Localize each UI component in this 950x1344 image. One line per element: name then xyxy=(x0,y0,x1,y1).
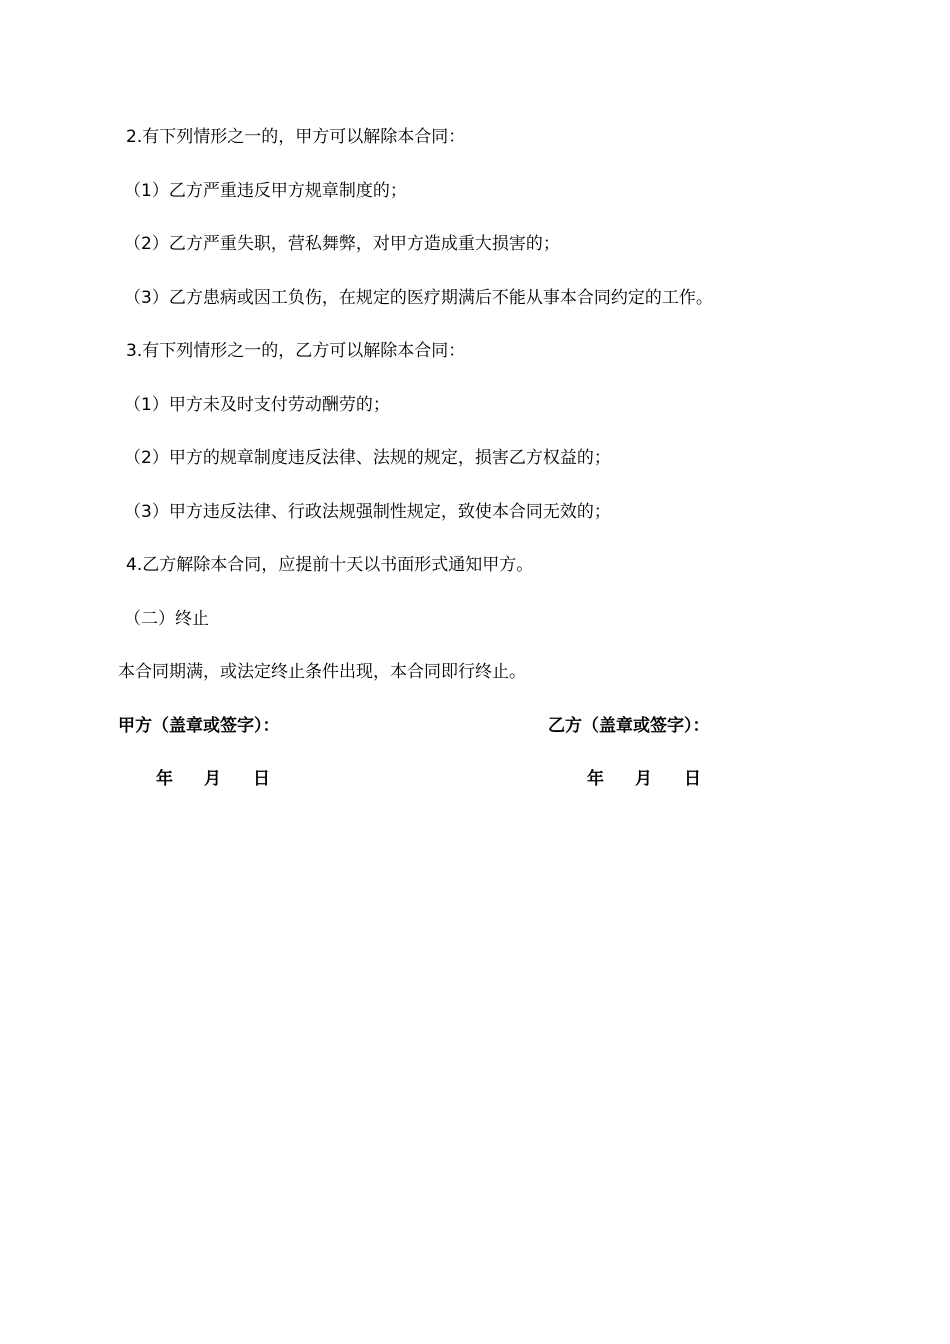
termination-text: 本合同期满，或法定终止条件出现，本合同即行终止。 xyxy=(118,662,526,682)
clause-3-item-2: （2）甲方的规章制度违反法律、法规的规定，损害乙方权益的； xyxy=(124,448,611,468)
clause-2-item-2: （2）乙方严重失职，营私舞弊，对甲方造成重大损害的； xyxy=(124,234,560,254)
party-b-day: 日 xyxy=(684,769,701,789)
clause-2-heading: 2.有下列情形之一的，甲方可以解除本合同： xyxy=(126,127,466,147)
party-a-month: 月 xyxy=(204,769,221,789)
party-b-month: 月 xyxy=(635,769,652,789)
party-b-year: 年 xyxy=(587,769,604,789)
clause-3-item-3: （3）甲方违反法律、行政法规强制性规定，致使本合同无效的； xyxy=(124,502,611,522)
clause-2-item-3: （3）乙方患病或因工负伤，在规定的医疗期满后不能从事本合同约定的工作。 xyxy=(124,288,713,308)
party-b-signature-label: 乙方（盖章或签字）： xyxy=(548,716,710,736)
clause-4: 4.乙方解除本合同，应提前十天以书面形式通知甲方。 xyxy=(126,555,534,575)
party-a-day: 日 xyxy=(253,769,270,789)
clause-3-item-1: （1）甲方未及时支付劳动酬劳的； xyxy=(124,395,390,415)
party-a-year: 年 xyxy=(156,769,173,789)
section-termination-heading: （二）终止 xyxy=(124,609,209,629)
clause-2-item-1: （1）乙方严重违反甲方规章制度的； xyxy=(124,181,407,201)
party-a-signature-label: 甲方（盖章或签字）： xyxy=(118,716,280,736)
clause-3-heading: 3.有下列情形之一的，乙方可以解除本合同： xyxy=(126,341,466,361)
